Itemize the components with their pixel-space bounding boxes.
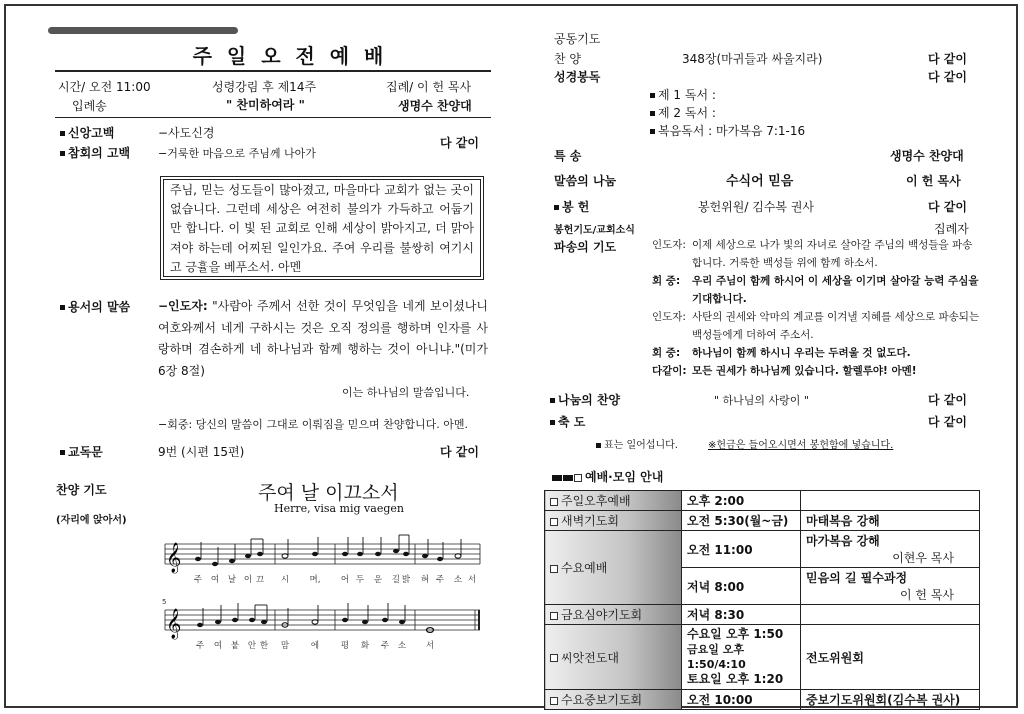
pardon-closing: 이는 하나님의 말씀입니다. — [342, 386, 470, 399]
schedule-time: 오전 10:00 — [682, 690, 801, 710]
bullet-icon — [550, 420, 555, 425]
schedule-time: 저녁 8:00 — [682, 568, 801, 605]
offering-row: 봉 헌 — [554, 198, 589, 215]
lyric-syllable: 주 — [195, 641, 205, 651]
schedule-time: 저녁 8:30 — [682, 605, 801, 625]
sending-prayer-label: 파송의 기도 — [554, 240, 617, 254]
sending-prayer — [652, 236, 980, 380]
hymn-item: 348장(마귀들과 싸울지라) — [682, 52, 823, 66]
schedule-time: 오전 11:00 — [682, 531, 801, 568]
blessing-row: 축 도 — [550, 413, 585, 430]
pardon-leader: −인도자: — [158, 299, 208, 313]
processional-song: " 찬미하여라 " — [226, 98, 305, 112]
confession-box — [160, 176, 484, 280]
lyric-syllable: 소 — [397, 641, 407, 651]
reading-1: 제 1 독서 : — [650, 86, 716, 103]
gospel-reading: 복음독서 : 마가복음 7:1-16 — [650, 122, 805, 139]
confession-row: 참회의 고백 — [60, 144, 130, 161]
schedule-name: 새벽기도회 — [545, 511, 682, 531]
lyric-syllable: 시 — [280, 575, 290, 585]
schedule-note: 중보기도위원회(김수복 권사) — [801, 690, 980, 710]
creed-row: 신앙고백 — [60, 124, 114, 141]
lyric-syllable: 길 — [391, 575, 401, 585]
offering-together: 다 같이 — [928, 200, 967, 214]
stand-note: 표는 일어섭니다. — [596, 436, 678, 451]
lyrics-line-2 — [196, 640, 434, 651]
lyric-syllable: 화 — [360, 641, 370, 651]
pardon-response: −회중: 당신의 말씀이 그대로 이뤄짐을 믿으며 찬양합니다. 아멘. — [158, 418, 469, 431]
lyric-syllable: 맘 — [280, 641, 290, 651]
lyric-syllable: 안 — [247, 641, 257, 651]
offering-by: 봉헌위원/ 김수복 권사 — [698, 200, 815, 214]
schedule-note: 마태복음 강해 — [801, 511, 980, 531]
lyric-syllable: 주 — [435, 575, 445, 585]
lyric-syllable: 주 — [380, 641, 390, 651]
schedule-time: 오전 5:30(월~금) — [682, 511, 801, 531]
processional-label: 입례송 — [72, 99, 107, 113]
lyric-syllable: 서 — [425, 641, 435, 651]
responsive-row: 교독문 — [60, 443, 103, 460]
title-divider — [55, 70, 491, 72]
prayer-song-label: 찬양 기도 — [56, 483, 107, 497]
schedule-table — [544, 490, 980, 710]
bullet-icon — [60, 450, 65, 455]
schedule-note — [801, 491, 980, 511]
lyric-syllable: 운 — [373, 575, 383, 585]
pardon-row: 용서의 말씀 — [60, 298, 130, 315]
schedule-name: 주일오후예배 — [545, 491, 682, 511]
sermon-preacher: 이 헌 목사 — [906, 174, 961, 188]
square-icon — [550, 654, 558, 662]
officiant: 집례/ 이 헌 목사 — [386, 80, 472, 94]
bullet-icon — [550, 398, 555, 403]
bullet-icon — [60, 151, 65, 156]
sending-line: 다같이: 모든 권세가 하나님께 있습니다. 할렐루야! 아멘! — [652, 365, 917, 377]
bullet-icon — [650, 129, 655, 134]
sermon-label: 말씀의 나눔 — [554, 174, 617, 188]
lyric-syllable: 날 — [227, 575, 237, 585]
hymn-title: 주여 날 이끄소서 — [258, 482, 399, 504]
schedule-heading: 예배·모임 안내 — [552, 468, 663, 485]
sharing-hymn-song: " 하나님의 사랑이 " — [714, 394, 809, 407]
square-icon — [550, 518, 558, 526]
lyric-syllable: 며, — [309, 575, 321, 585]
offering-prayer-by: 집례자 — [934, 222, 969, 236]
header-divider — [55, 117, 491, 118]
treble-clef-icon: 𝄞 — [166, 543, 182, 573]
sharing-together: 다 같이 — [928, 393, 967, 407]
schedule-note — [801, 605, 980, 625]
table-row — [545, 531, 980, 568]
lyric-syllable: 에 — [310, 641, 320, 651]
responsive-item: 9번 (시편 15편) — [158, 445, 245, 459]
heading-square-icon — [574, 474, 582, 482]
schedule-note: 마가복음 강해 이현우 목사 — [801, 531, 980, 568]
lyric-syllable: 밝 — [401, 575, 411, 585]
bullet-icon — [650, 93, 655, 98]
schedule-time: 오후 2:00 — [682, 491, 801, 511]
creed-together: 다 같이 — [440, 136, 479, 150]
sharing-hymn-row: 나눔의 찬양 — [550, 391, 620, 408]
pardon-text: "사람아 주께서 선한 것이 무엇임을 네게 보이셨나니 여호와께서 네게 구하시는 것은 오직 정의를 행하며 인자를 사랑하며 겸손하게 네 하나님과 함께 행하는 것이 아니냐."(미가 6장 8절) — [158, 299, 488, 378]
square-icon — [550, 498, 558, 506]
lyric-syllable: 끄 — [255, 575, 265, 585]
lyric-syllable: 서 — [467, 575, 477, 585]
bullet-icon — [650, 111, 655, 116]
sending-line: 회 중: 우리 주님이 함께 하시어 이 세상을 이기며 살아갈 능력 주심을 기대합니다. — [652, 275, 979, 305]
confession-text: 주님, 믿는 성도들이 많아졌고, 마을마다 교회가 없는 곳이 없습니다. 그런데 세상은 여전히 불의가 가득하고 어둡기만 합니다. 이 빛 된 교회로 인해 세상이 밝아지고, 더 맑아져야 하는데 어찌된 일인가요. 주여 우리를 불쌍히 여기시고 긍휼을 베푸소서. 아멘 — [163, 179, 481, 277]
bullet-icon — [60, 131, 65, 136]
table-row — [545, 511, 980, 531]
staff-1 — [165, 544, 480, 564]
sending-line: 인도자: 이제 세상으로 나가 빛의 자녀로 살아갈 주님의 백성들을 파송합니다. 거룩한 백성들 위에 함께 하소서. — [652, 239, 973, 269]
page-title: 주 일 오 전 예 배 — [192, 44, 388, 68]
liturgical-season: 성령강림 후 제14주 — [212, 80, 317, 94]
hymn-together: 다 같이 — [928, 52, 967, 66]
bullet-icon — [60, 305, 65, 310]
scripture-label: 성경봉독 — [554, 70, 601, 84]
common-prayer-label: 공동기도 — [554, 32, 601, 46]
lyric-syllable: 주 — [193, 575, 203, 585]
lyric-syllable: 한 — [259, 641, 269, 651]
special-song-label: 특 송 — [554, 149, 582, 163]
lyric-syllable: 평 — [340, 641, 350, 651]
hymn-score — [160, 530, 485, 660]
measure-number: 5 — [162, 598, 167, 606]
bullet-icon — [596, 443, 601, 448]
table-row — [545, 625, 980, 690]
reading-2: 제 2 독서 : — [650, 104, 716, 121]
confession-item: −거룩한 마음으로 주님께 나아가 — [158, 147, 316, 160]
schedule-time: 수요일 오후 1:50 금요일 오후 1:50/4:10 토요일 오후 1:20 — [682, 625, 801, 690]
lyric-syllable: 이 — [243, 575, 253, 585]
square-icon — [550, 697, 558, 705]
schedule-name: 금요심야기도회 — [545, 605, 682, 625]
treble-clef-icon: 𝄞 — [166, 609, 182, 639]
lyric-syllable: 소 — [453, 575, 463, 585]
decorative-bar — [48, 27, 238, 34]
special-song-choir: 생명수 찬양대 — [890, 149, 964, 163]
lyric-syllable: 여 — [210, 575, 220, 585]
schedule-name: 수요예배 — [545, 531, 682, 605]
square-icon — [550, 612, 558, 620]
table-row — [545, 690, 980, 710]
lyric-syllable: 두 — [355, 575, 365, 585]
table-row — [545, 491, 980, 511]
sending-line: 인도자: 사탄의 권세와 악마의 계교를 이겨낼 지혜를 세상으로 파송되는 백성들에게 더하여 주소서. — [652, 311, 980, 341]
sending-line: 회 중: 하나님이 함께 하시니 우리는 두려울 것 없도다. — [652, 347, 911, 359]
processional-choir: 생명수 찬양대 — [398, 99, 472, 113]
sermon-title: 수식어 믿음 — [726, 174, 794, 189]
offering-prayer-label: 봉헌기도/교회소식 — [554, 225, 635, 236]
schedule-name: 씨앗전도대 — [545, 625, 682, 690]
blessing-together: 다 같이 — [928, 415, 967, 429]
offering-note: ※헌금은 들어오시면서 봉헌함에 넣습니다. — [708, 440, 894, 451]
schedule-note: 믿음의 길 필수과정 이 헌 목사 — [801, 568, 980, 605]
service-time: 시간/ 오전 11:00 — [58, 80, 151, 94]
staff-2 — [165, 610, 480, 630]
heading-block-icon — [563, 475, 573, 481]
prayer-song-note: (자리에 앉아서) — [56, 515, 127, 526]
pardon-paragraph — [158, 296, 488, 382]
lyric-syllable: 혀 — [420, 575, 430, 585]
lyric-syllable: 붙 — [230, 641, 240, 651]
heading-block-icon — [552, 475, 562, 481]
bullet-icon — [554, 205, 559, 210]
creed-item: −사도신경 — [158, 126, 215, 140]
scripture-together: 다 같이 — [928, 70, 967, 84]
square-icon — [550, 565, 558, 573]
schedule-name: 수요중보기도회 — [545, 690, 682, 710]
lyric-syllable: 여 — [213, 641, 223, 651]
lyrics-line-1 — [194, 574, 476, 585]
responsive-together: 다 같이 — [440, 445, 479, 459]
stems-1 — [201, 535, 461, 564]
hymn-label: 찬 양 — [554, 52, 581, 66]
hymn-subtitle: Herre, visa mig vaegen — [274, 502, 404, 515]
table-row — [545, 605, 980, 625]
schedule-note: 전도위원회 — [801, 625, 980, 690]
lyric-syllable: 어 — [340, 575, 350, 585]
